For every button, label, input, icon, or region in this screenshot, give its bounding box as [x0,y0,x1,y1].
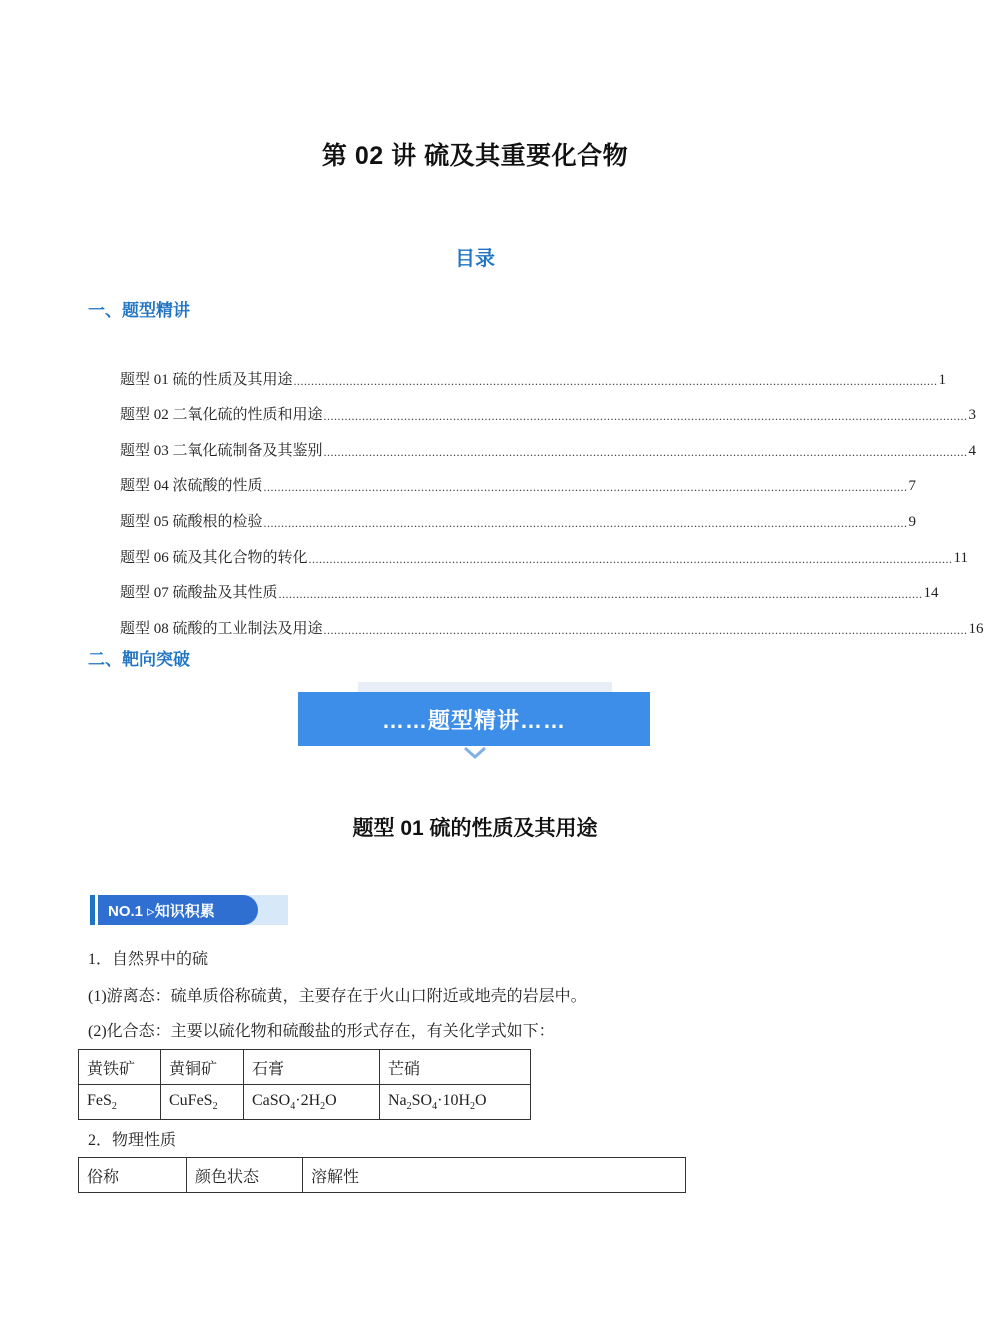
paragraph: 1．自然界中的硫 [88,951,209,968]
chevron-down-icon [462,744,488,762]
toc-item[interactable]: 题型 01 硫的性质及其用途 ........................................................................................................................................................................................ 1 [120,371,947,388]
table-cell: FeS$_2$ [79,1085,161,1120]
toc-leader: ........................................................................................................................................................................................ [323,409,968,424]
table-row [79,1050,531,1085]
toc-leader: ........................................................................................................................................................................................ [323,622,968,637]
table-cell: $CaSO_4\cdot 2H_2O$ [244,1085,380,1120]
type-heading: 题型 01 硫的性质及其用途 [352,817,598,840]
paragraph: (1)游离态：硫单质俗称硫黄，主要存在于火山口附近或地壳的岩层中。 [88,988,587,1005]
toc-leader: ........................................................................................................................................................................................ [323,444,968,459]
table-cell: 溶解性 [303,1158,686,1193]
table-cell: $Na_2SO_4\cdot 10H_2O$ [380,1085,531,1120]
toc-leader: ........................................................................................................................................................................................ [308,551,953,566]
knowledge-tag [90,895,288,925]
table-row [79,1085,531,1120]
toc-item[interactable]: 题型 04 浓硫酸的性质 ........................................................................................................................................................................................ 7 [120,478,917,495]
table-cell: CuFeS$_2$ [161,1085,244,1120]
toc-item[interactable]: 题型 05 硫酸根的检验 ........................................................................................................................................................................................ 9 [120,513,917,530]
section-banner: ……题型精讲…… [298,692,650,746]
table-cell: 黄铁矿 [79,1050,161,1085]
table-cell: 颜色状态 [187,1158,303,1193]
toc-item[interactable]: 题型 02 二氧化硫的性质和用途 ........................................................................................................................................................................................ 3 [120,407,977,424]
toc-leader: ........................................................................................................................................................................................ [263,515,908,530]
section-heading-2: 二、靶向突破 [88,650,190,669]
tag-accent-bar [90,895,95,925]
toc-item[interactable]: 题型 03 二氧化硫制备及其鉴别 ........................................................................................................................................................................................ 4 [120,442,977,459]
table-row [79,1158,686,1193]
table-cell: 石膏 [244,1050,380,1085]
tag-label: NO.1 ▹知识积累 [98,895,258,925]
toc-leader: ........................................................................................................................................................................................ [293,373,938,388]
toc-leader: ........................................................................................................................................................................................ [278,587,923,602]
toc-heading: 目录 [455,248,495,270]
page-title: 第 02 讲 硫及其重要化合物 [321,142,629,170]
toc-list [120,353,984,638]
properties-table [78,1157,686,1193]
paragraph: (2)化合态：主要以硫化物和硫酸盐的形式存在，有关化学式如下： [88,1023,555,1040]
table-cell: 芒硝 [380,1050,531,1085]
paragraph: 2．物理性质 [88,1132,177,1149]
toc-item[interactable]: 题型 06 硫及其化合物的转化 ........................................................................................................................................................................................ 11 [120,549,968,566]
minerals-table [78,1049,531,1120]
toc-item[interactable]: 题型 08 硫酸的工业制法及用途 ........................................................................................................................................................................................ 16 [120,620,984,637]
table-cell: 黄铜矿 [161,1050,244,1085]
section-heading-1: 一、题型精讲 [88,301,190,320]
toc-leader: ........................................................................................................................................................................................ [263,480,908,495]
toc-item[interactable]: 题型 07 硫酸盐及其性质 ........................................................................................................................................................................................ 14 [120,585,939,602]
table-cell: 俗称 [79,1158,187,1193]
